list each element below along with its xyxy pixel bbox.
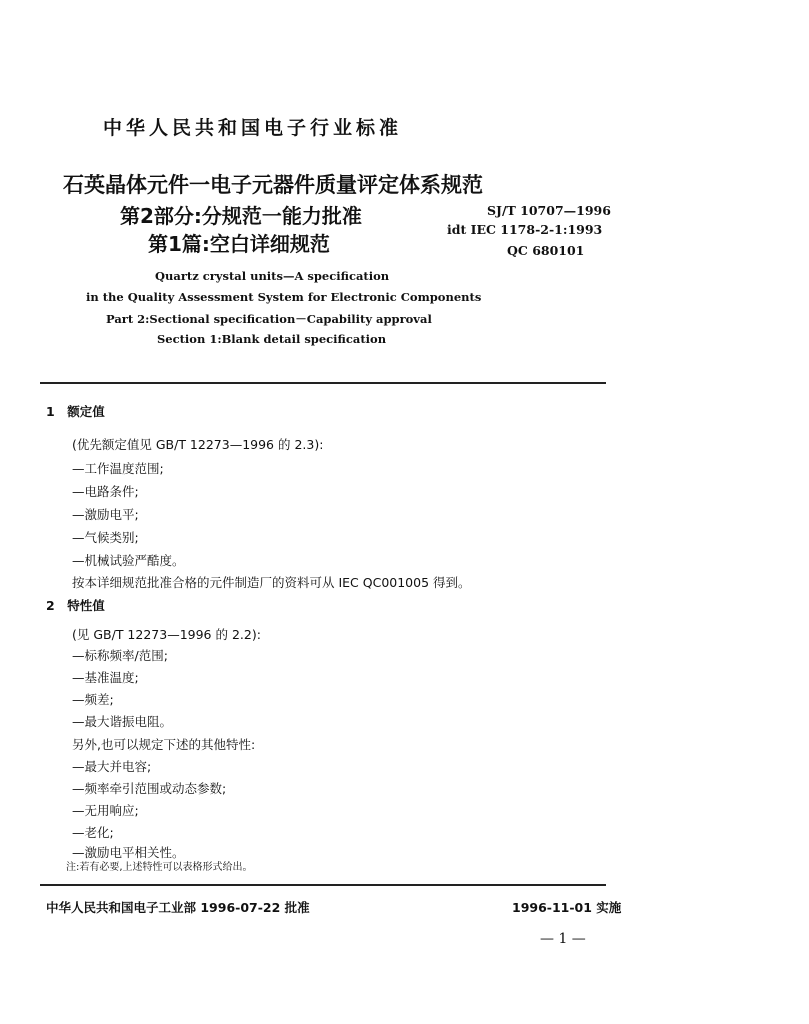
english-title-line-1: Quartz crystal units—A specification — [155, 269, 390, 283]
section-2-heading: 2 特性值 — [46, 598, 105, 613]
section-1-intro: (优先额定值见 GB/T 12273—1996 的 2.3): — [72, 437, 324, 452]
section-2-item: —基准温度; — [72, 670, 139, 685]
section-1-item: —机械试验严酷度。 — [72, 553, 185, 568]
section-1-closing: 按本详细规范批准合格的元件制造厂的资料可从 IEC QC001005 得到。 — [72, 575, 471, 590]
title-line-2: 第2部分:分规范一能力批准 — [120, 204, 362, 228]
effective-date: 1996-11-01 实施 — [512, 900, 622, 915]
org-standard-header: 中华人民共和国电子行业标准 — [103, 117, 403, 139]
section-2-intro: (见 GB/T 12273—1996 的 2.2): — [72, 627, 261, 642]
section-2-item: —频差; — [72, 692, 114, 707]
section-1-item: —气候类别; — [72, 530, 139, 545]
section-2-item: —老化; — [72, 825, 114, 840]
title-line-1: 石英晶体元件一电子元器件质量评定体系规范 — [63, 173, 483, 197]
footer-divider — [40, 884, 606, 886]
section-2-item: —激励电平相关性。 — [72, 845, 185, 860]
section-1-item: —电路条件; — [72, 484, 139, 499]
section-2-item: —频率牵引范围或动态参数; — [72, 781, 227, 796]
english-title-line-4: Section 1:Blank detail specification — [157, 332, 387, 346]
section-2-item: —无用响应; — [72, 803, 139, 818]
section-1-item: —激励电平; — [72, 507, 139, 522]
english-title-line-3: Part 2:Sectional specification－Capability approval — [106, 312, 432, 326]
section-1-heading: 1 额定值 — [46, 404, 105, 419]
section-2-item: —标称频率/范围; — [72, 648, 168, 663]
section-1-item: —工作温度范围; — [72, 461, 164, 476]
title-line-3: 第1篇:空白详细规范 — [148, 232, 330, 256]
section-2-note: 注:若有必要,上述特性可以表格形式给出。 — [66, 862, 253, 873]
section-2-middle: 另外,也可以规定下述的其他特性: — [72, 737, 256, 752]
idt-reference: idt IEC 1178-2-1:1993 — [447, 222, 603, 237]
standard-number: SJ/T 10707—1996 — [487, 203, 611, 218]
header-divider — [40, 382, 606, 384]
section-2-item: —最大并电容; — [72, 759, 152, 774]
qc-number: QC 680101 — [507, 243, 585, 258]
approval-statement: 中华人民共和国电子工业部 1996-07-22 批准 — [46, 900, 310, 915]
section-2-item: —最大谐振电阻。 — [72, 714, 173, 729]
page-number: — 1 — — [540, 931, 586, 947]
english-title-line-2: in the Quality Assessment System for Electronic Components — [86, 290, 482, 304]
